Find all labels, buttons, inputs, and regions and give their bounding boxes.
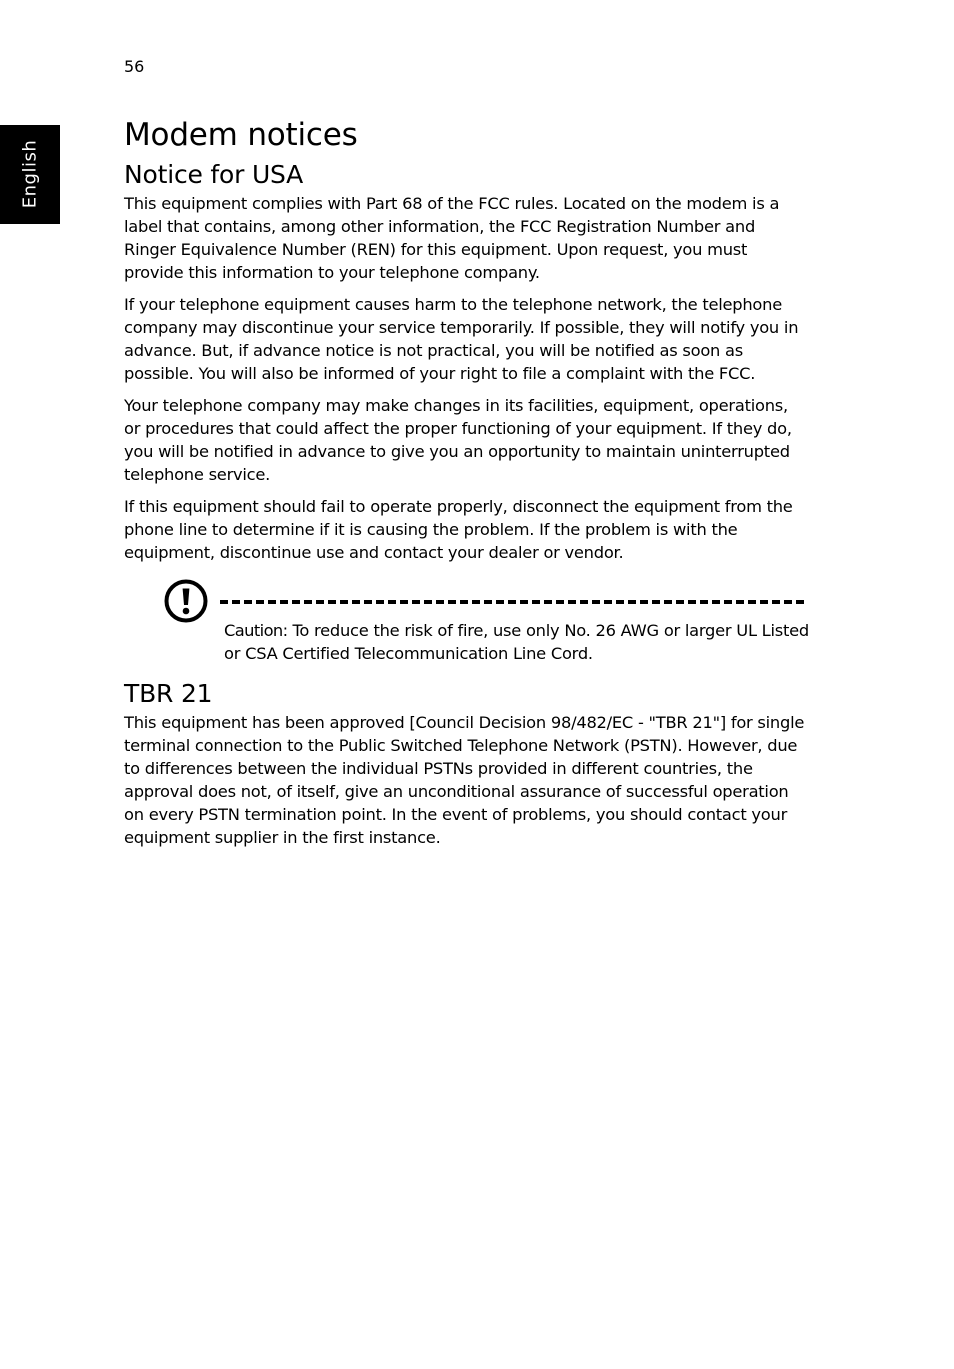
usa-paragraph-4: If this equipment should fail to operate properly, disconnect the equipment from the phone line to determine if it is causing the problem. If the problem is with the equipment, discontinue use and contact your dealer or vendor.: [124, 497, 793, 562]
usa-paragraph-3: Your telephone company may make changes in its facilities, equipment, operations, or procedures that could affect the proper functioning of your equipment. If they do, you will be notified in advance to give you an opportunity to maintain uninterrupted telephone service.: [124, 396, 792, 484]
caution-divider: [220, 600, 804, 604]
section-heading-tbr21: TBR 21: [124, 679, 213, 708]
usa-paragraph-1: This equipment complies with Part 68 of the FCC rules. Located on the modem is a label that contains, among other information, the FCC Registration Number and Ringer Equivalence Number (REN) for this equipment. Upon request, you must provide this information to your telephone company.: [124, 194, 780, 282]
caution-label: Caution:: [224, 621, 288, 640]
caution-body: To reduce the risk of fire, use only No. 26 AWG or larger UL Listed or CSA Certified Telecommunication Line Cord.: [224, 621, 809, 663]
caution-text: [224, 619, 814, 665]
tbr21-paragraph-1: This equipment has been approved [Council Decision 98/482/EC - "TBR 21"] for single terminal connection to the Public Switched Telephone Network (PSTN). However, due to differences between the individual PSTNs provided in different countries, the approval does not, of itself, give an unconditional assurance of successful operation on every PSTN termination point. In the event of problems, you should contact your equipment supplier in the first instance.: [124, 713, 805, 847]
exclamation-circle-icon: [164, 579, 208, 623]
page-content: [124, 112, 808, 858]
page-title: Modem notices: [124, 117, 358, 153]
section-heading-usa: Notice for USA: [124, 160, 304, 189]
usa-paragraph-2: If your telephone equipment causes harm to the telephone network, the telephone company may discontinue your service temporarily. If possible, they will notify you in advance. But, if advance notice is not practical, you will be notified as soon as possible. You will also be informed of your right to file a complaint with the FCC.: [124, 295, 799, 383]
language-tab: [0, 125, 60, 224]
caution-note: [124, 573, 808, 677]
language-tab-label: English: [19, 139, 41, 209]
page-number: 56: [124, 57, 145, 76]
